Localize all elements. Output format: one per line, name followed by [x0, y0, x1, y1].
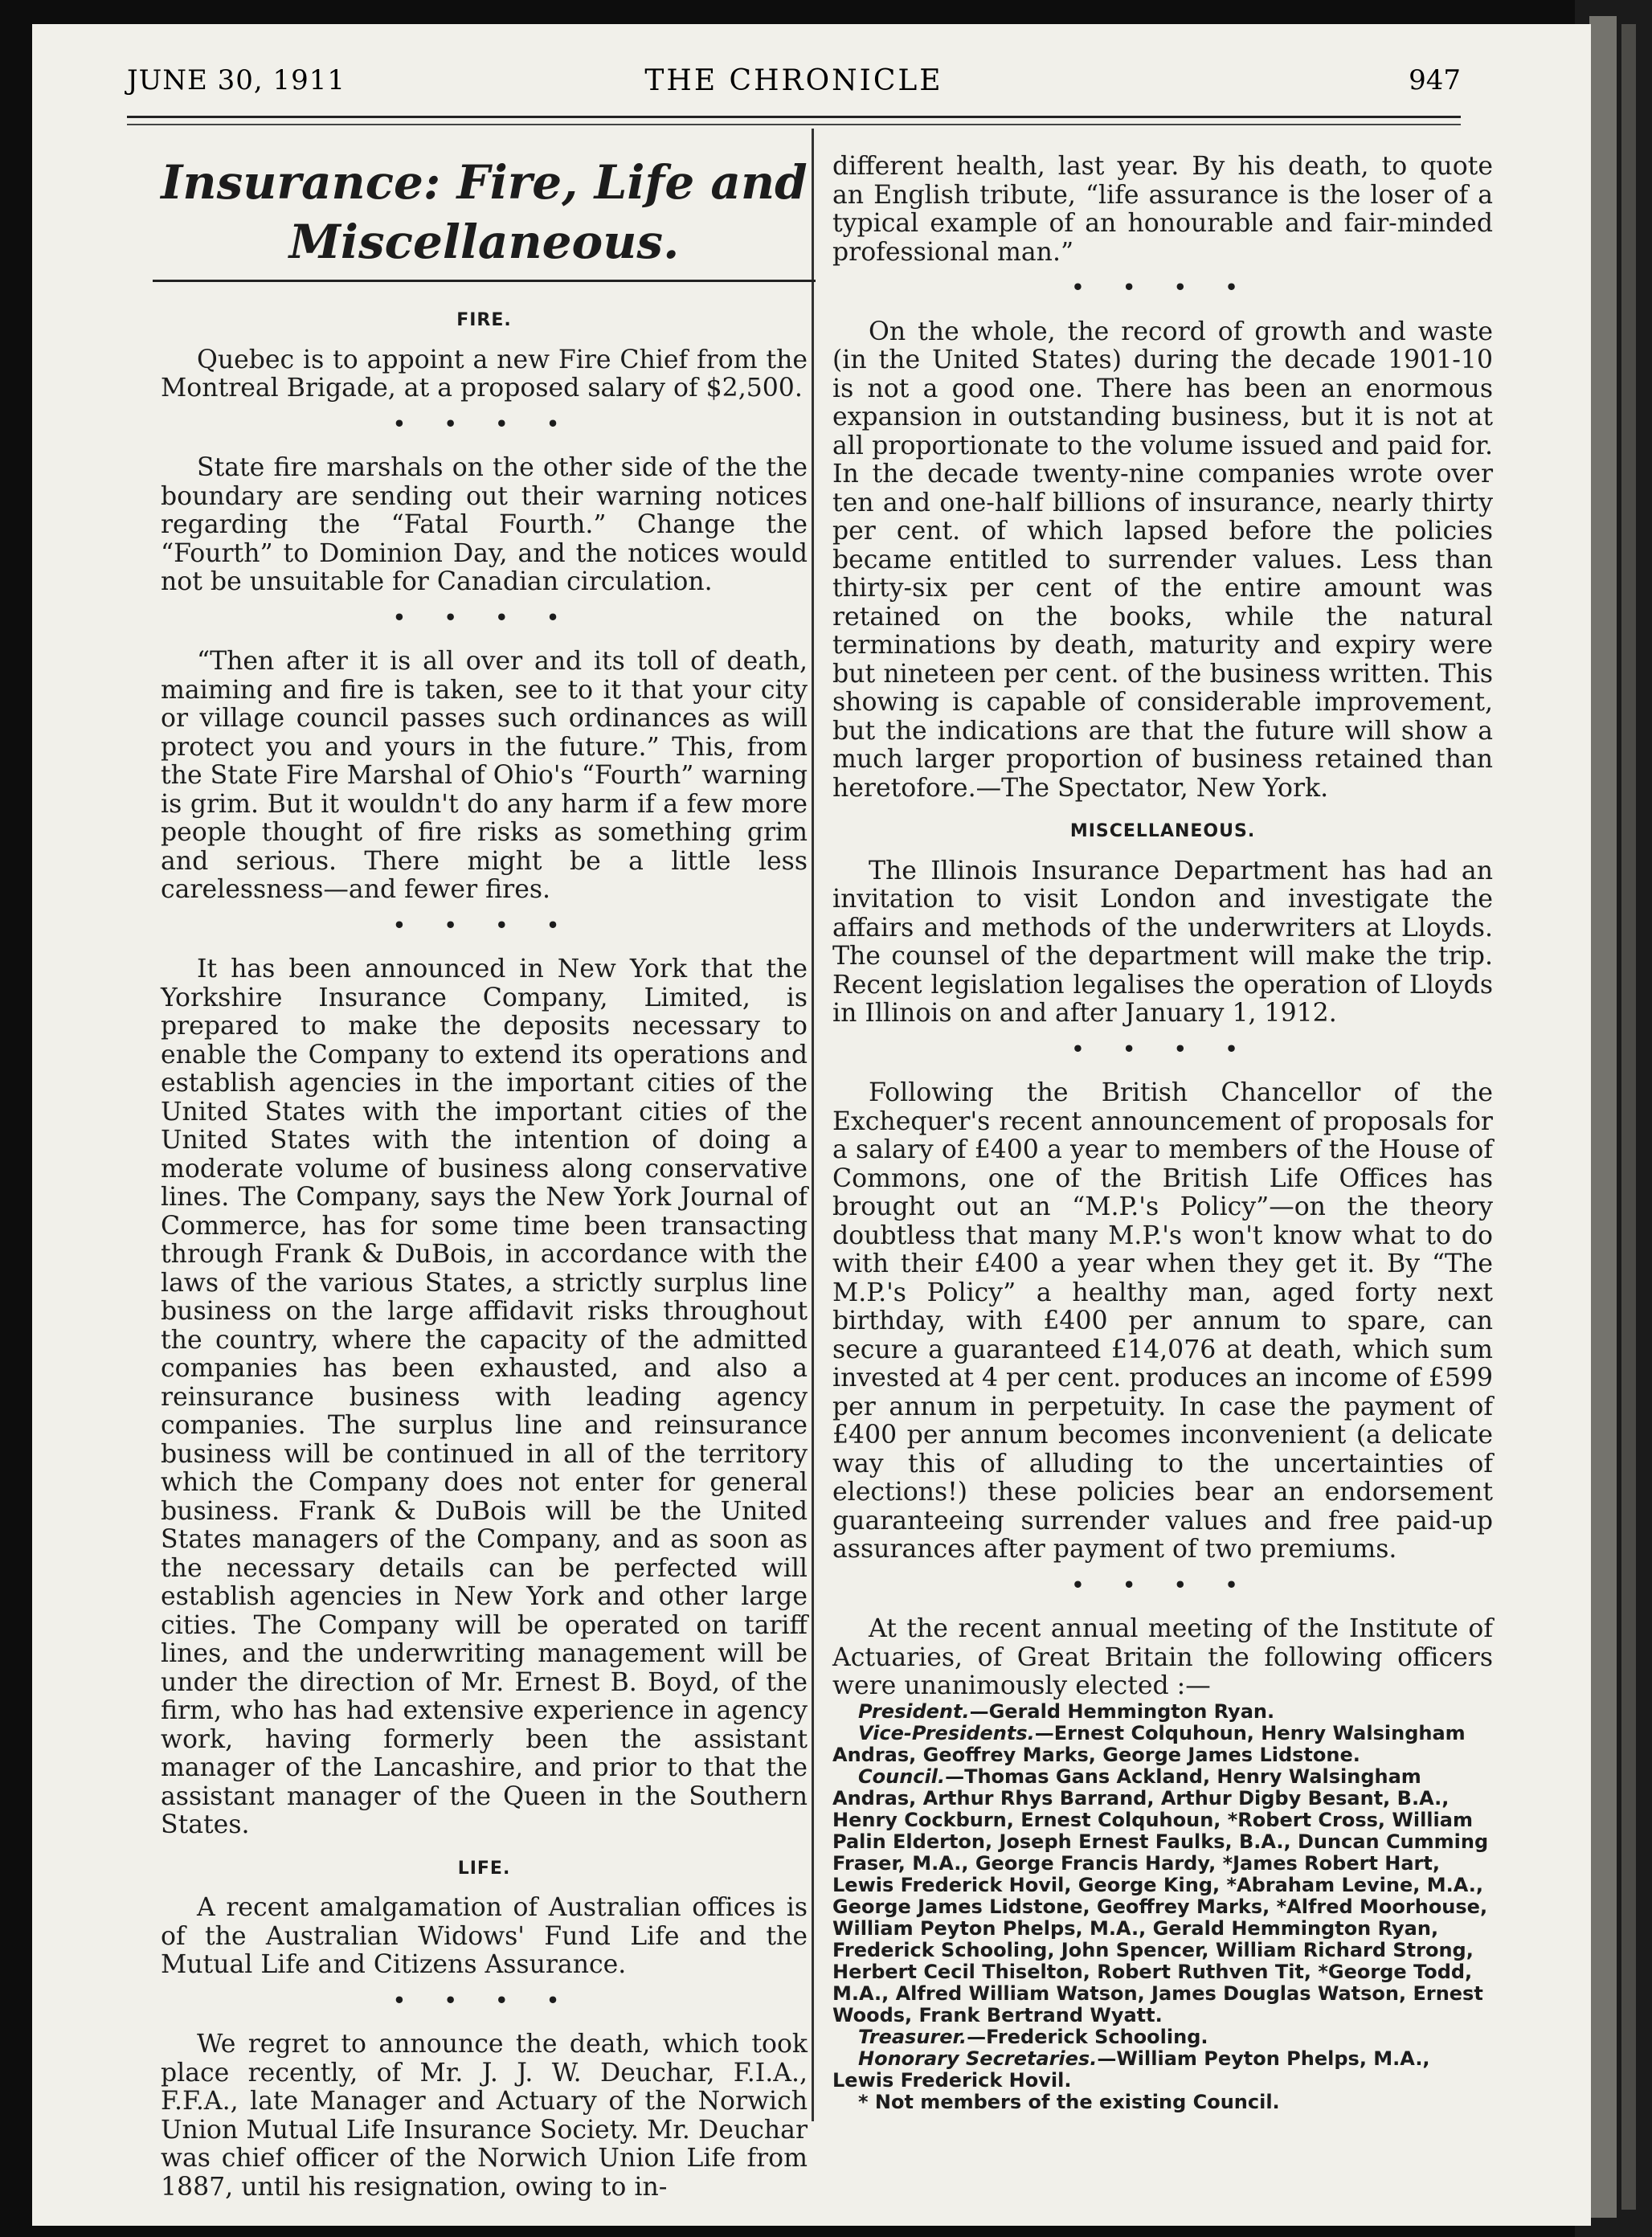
section-heading-life: LIFE. — [457, 1858, 511, 1879]
header-rule-thin — [127, 124, 1461, 125]
officer-names: —Ernest Colquhoun, Henry Walsingham Andras, Geoffrey Marks, George James Lidstone. — [832, 1721, 1466, 1766]
officer-role: Honorary Secretaries. — [858, 2047, 1098, 2070]
separator: • • • • — [393, 913, 575, 937]
article-paragraph-continued: different health, last year. By his death, to quote an English tribute, “life assurance is the loser of a typical example of an honourable and fair-minded professional man.” — [832, 152, 1493, 267]
page-edge — [1589, 16, 1617, 2218]
officer-secretaries — [832, 2048, 1493, 2092]
article-paragraph: On the whole, the record of growth and waste (in the United States) during the decade 1901-10 is not a good one. There has been an enormous expansion in outstanding business, but it is not at all proportionate to the volume issued and paid for. In the decade twenty-nine companies wrote over ten and one-half billions of insurance, nearly thirty per cent. of which lapsed before the policies became entitled to surrender values. Less than thirty-six per cent of the entire amount was retained on the books, while the natural terminations by death, maturity and expiry were but nineteen per cent. of the business written. This showing is capable of considerable improvement, but the indications are that the future will show a much larger proportion of business retained than heretofore.—The Spectator, New York. — [832, 317, 1493, 803]
officer-role: Vice-Presidents. — [858, 1721, 1035, 1744]
separator: • • • • — [393, 605, 575, 629]
page-edge-inner — [1621, 24, 1636, 2210]
separator: • • • • — [1071, 1572, 1254, 1597]
article-paragraph: “Then after it is all over and its toll of death, maiming and fire is taken, see to it that your city or village council passes such ordinances as will protect you and yours in the future.” This, from the State Fire Marshal of Ohio's “Fourth” warning is grim. But it wouldn't do any harm if a few more people thought of fire risks as something grim and serious. There might be a little less carelessness—and fewer fires. — [161, 647, 808, 904]
officer-names: —Frederick Schooling. — [967, 2025, 1208, 2048]
separator: • • • • — [393, 411, 575, 436]
article-paragraph: Quebec is to appoint a new Fire Chief from the Montreal Brigade, at a proposed salary of $2,500. — [161, 345, 808, 403]
officer-role: President. — [858, 1699, 970, 1723]
footnote: * Not members of the existing Council. — [858, 2090, 1280, 2113]
page-number: 947 — [1409, 64, 1461, 96]
right-column — [832, 153, 1493, 2113]
left-column — [161, 153, 808, 2202]
article-paragraph: At the recent annual meeting of the Institute of Actuaries, of Great Britain the following officers were unanimously elected :— — [832, 1614, 1493, 1700]
section-heading-fire: FIRE. — [456, 310, 512, 330]
publication-title: THE CHRONICLE — [644, 64, 943, 97]
header-rule — [127, 116, 1461, 118]
officer-role: Council. — [858, 1765, 946, 1788]
section-heading-miscellaneous: MISCELLANEOUS. — [1069, 821, 1256, 841]
running-header — [127, 64, 1461, 114]
officer-names: —Gerald Hemmington Ryan. — [969, 1699, 1275, 1723]
article-paragraph: The Illinois Insurance Department has had an invitation to visit London and investigate the affairs and methods of the underwriters at Lloyds. The counsel of the department will make the trip. Recent legislation legalises the operation of Lloyds in Illinois on and after January 1, 1912. — [832, 856, 1493, 1028]
separator: • • • • — [1071, 276, 1254, 299]
title-rule — [153, 280, 816, 282]
issue-date: JUNE 30, 1911 — [127, 64, 346, 96]
officer-council — [832, 1766, 1493, 2026]
column-divider — [812, 129, 814, 2121]
officers-list — [832, 1701, 1493, 2113]
main-title: Insurance: Fire, Life and Miscellaneous. — [161, 155, 808, 269]
officer-vice-presidents — [832, 1723, 1493, 1766]
officer-president — [832, 1701, 1493, 1723]
article-paragraph: Following the British Chancellor of the Exchequer's recent announcement of proposals for a salary of £400 a year to members of the House of Commons, one of the British Life Offices has brought out an “M.P.'s Policy”—on the theory doubtless that many M.P.'s won't know what to do with their £400 a year when they get it. By “The M.P.'s Policy” a healthy man, aged forty next birthday, with £400 per annum to spare, can secure a guaranteed £14,076 at death, which sum invested at 4 per cent. produces an income of £599 per annum in perpetuity. In case the payment of £400 per annum becomes inconvenient (a delicate way this of alluding to the uncertainties of elections!) these policies bear an endorsement guaranteeing surrender values and free paid-up assurances after payment of two premiums. — [832, 1078, 1493, 1564]
separator: • • • • — [393, 1988, 575, 2012]
officer-names: —William Peyton Phelps, M.A., Lewis Frederick Hovil. — [832, 2047, 1430, 2092]
officer-names: —Thomas Gans Ackland, Henry Walsingham Andras, Arthur Rhys Barrand, Arthur Digby Besant, B.A., Henry Cockburn, Ernest Colquhoun, *Robert Cross, William Palin Elderton, Joseph Ernest Faulks, B.A., Duncan Cumming Fraser, M.A., George Francis Hardy, *James Robert Hart, Lewis Frederick Hovil, George King, *Abraham Levine, M.A., George James Lidstone, Geoffrey Marks, *Alfred Moorhouse, William Peyton Phelps, M.A., Gerald Hemmington Ryan, Frederick Schooling, John Spencer, William Richard Strong, Herbert Cecil Thiselton, Robert Ruthven Tit, *George Todd, M.A., Alfred William Watson, James Douglas Watson, Ernest Woods, Frank Bertrand Wyatt. — [832, 1765, 1489, 2026]
article-paragraph: State fire marshals on the other side of the the boundary are sending out their warning notices regarding the “Fatal Fourth.” Change the “Fourth” to Dominion Day, and the notices would not be unsuitable for Canadian circulation. — [161, 453, 808, 596]
article-paragraph: A recent amalgamation of Australian offices is of the Australian Widows' Fund Life and the Mutual Life and Citizens Assurance. — [161, 1893, 808, 1979]
article-paragraph: We regret to announce the death, which took place recently, of Mr. J. J. W. Deuchar, F.I.A., F.F.A., late Manager and Actuary of the Norwich Union Mutual Life Insurance Society. Mr. Deuchar was chief officer of the Norwich Union Life from 1887, until his resignation, owing to in- — [161, 2030, 808, 2202]
officer-treasurer — [832, 2026, 1493, 2048]
officer-role: Treasurer. — [858, 2025, 967, 2048]
article-paragraph: It has been announced in New York that the Yorkshire Insurance Company, Limited, is prepared to make the deposits necessary to enable the Company to extend its operations and establish agencies in the important cities of the United States with the important cities of the United States with the intention of doing a moderate volume of business along conservative lines. The Company, says the New York Journal of Commerce, has for some time been transacting through Frank & DuBois, in accordance with the laws of the various States, a strictly surplus line business on the large affidavit risks throughout the country, where the capacity of the admitted companies has been exhausted, and also a reinsurance business with leading agency companies. The surplus line and reinsurance business will be continued in all of the territory which the Company does not enter for general business. Frank & DuBois will be the United States managers of the Company, and as soon as the necessary details can be perfected will establish agencies in New York and other large cities. The Company will be operated on tariff lines, and the underwriting management will be under the direction of Mr. Ernest B. Boyd, of the firm, who has had extensive experience in agency work, having formerly been the assistant manager of the Lancashire, and prior to that the assistant manager of the Queen in the Southern States. — [161, 955, 808, 1839]
separator: • • • • — [1071, 1037, 1254, 1061]
